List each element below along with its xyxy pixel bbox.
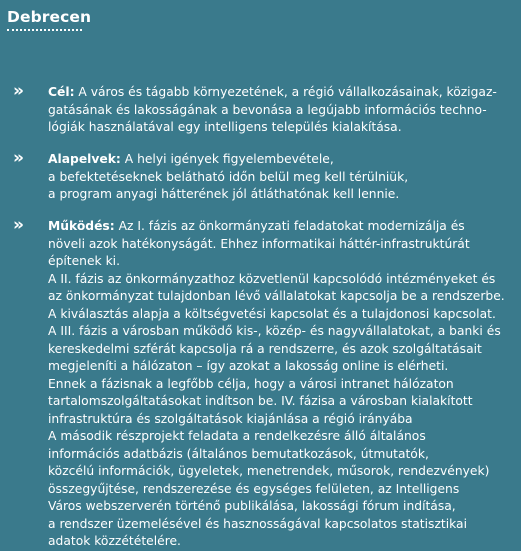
page-title: Debrecen: [7, 8, 92, 26]
bullet-chevron-icon: »: [13, 148, 21, 168]
section-label: Működés:: [48, 219, 115, 233]
bullet-chevron-icon: »: [13, 215, 21, 235]
section-text: [48, 151, 518, 204]
section-text: [48, 84, 518, 137]
title-underline: [7, 29, 82, 31]
section-body: Az I. fázis az önkormányzati feladatokat modernizálja és növeli azok hatékonyságát. Ehhez informatikai háttér-infrastruktúrát építenek ki. A II. fázis az önkormányzathoz közvetlenül kapcsolódó intézményeket és az önkormányzat tulajdonban lévő vállalatokat kapcsolja be a rendszerbe. A kiválasztás alapja a költségvetési kapcsolat és a tulajdonosi kapcsolat. A III. fázis a városban működő kis-, közép- és nagyvállalatokat, a banki és kereskedelmi szférát kapcsolja rá a rendszerre, és azok szolgáltatásait megjeleníti a hálózaton – így azokat a lakosság online is elérheti. Ennek a fázisnak a legfőbb célja, hogy a városi intranet hálózaton tartalomszolgáltatásokat indítson be. IV. fázisa a városban kialakított infrastruktúra és szolgáltatások kiajánlása a régió irányába A második részprojekt feladata a rendelkezésre álló általános információs adatbázis (általános bemutatkozások, útmutatók, közcélú információk, ügyeletek, menetrendek, műsorok, rendezvények) összegyűjtése, rendszerezése és egységes felületen, az Intelligens Város webszerverén történő publikálása, lakossági fórum indítása, a rendszer üzemelésével és hasznosságával kapcsolatos statisztikai adatok közzétételére.: [48, 219, 505, 548]
section-text: [48, 218, 518, 551]
bullet-chevron-icon: »: [13, 81, 21, 101]
section-label: Alapelvek:: [48, 152, 121, 166]
section-body: A helyi igények figyelembevétele, a befektetéseknek belátható időn belül meg kell térülniük, a program anyagi hátterének jól átláthatónak kell lennie.: [48, 152, 409, 201]
section-body: A város és tágabb környezetének, a régió vállalkozásainak, közigaz- gatásának és lakosságának a bevonása a legújabb információs techno- lógiák használatával egy intelligens település kialakítása.: [48, 85, 497, 134]
section-label: Cél:: [48, 85, 75, 99]
